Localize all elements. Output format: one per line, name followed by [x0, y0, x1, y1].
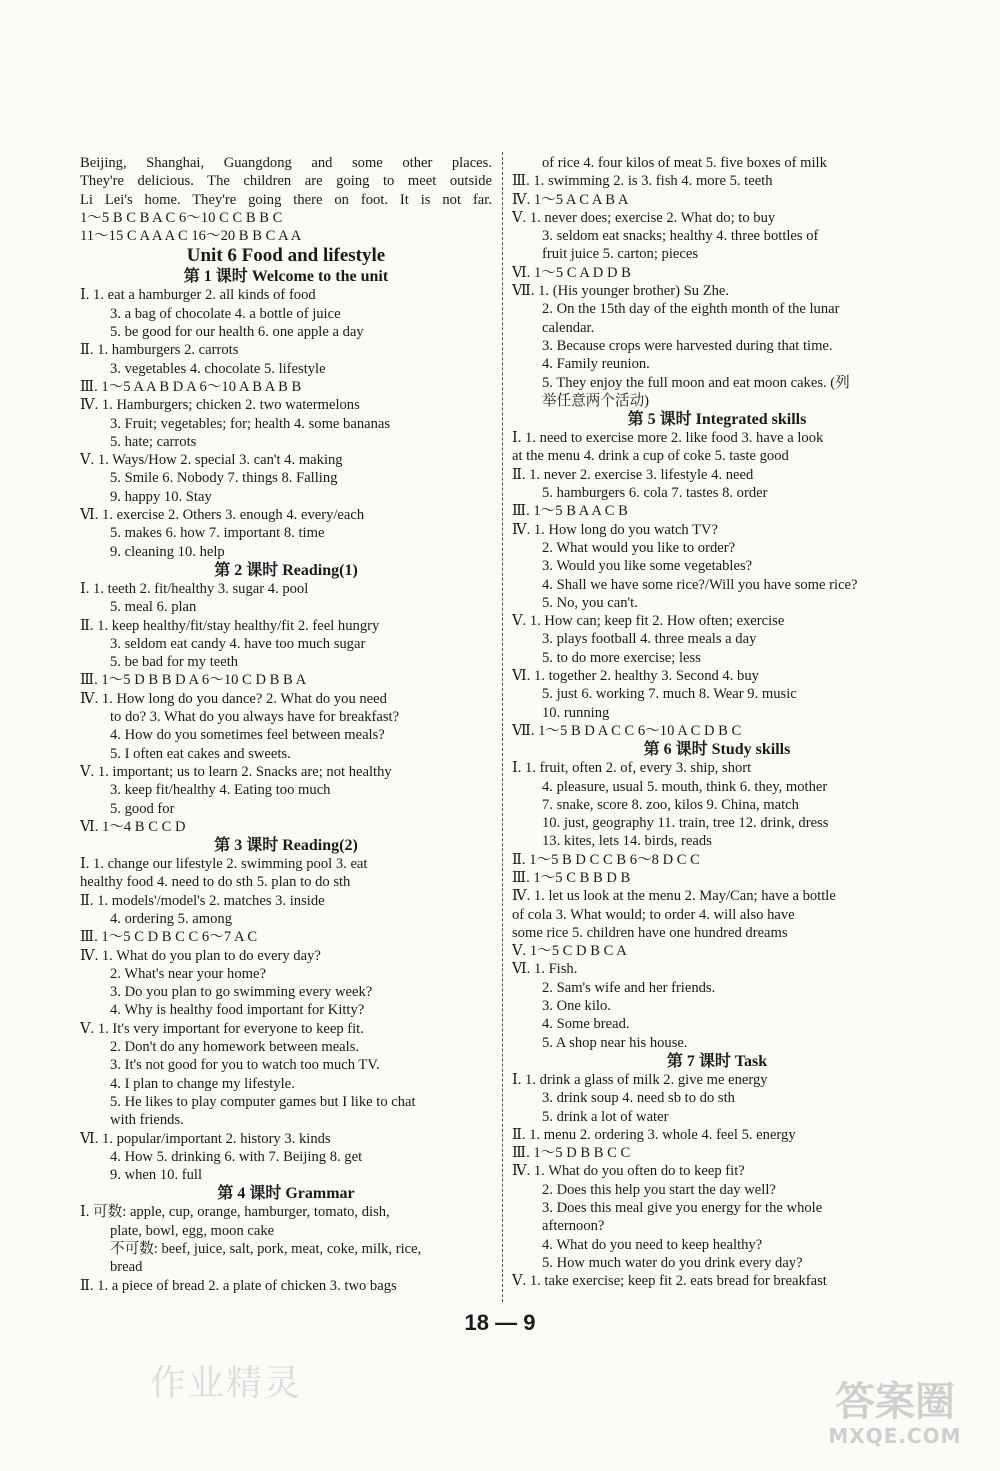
lesson-heading: 第 7 课时 Task	[666, 1052, 768, 1070]
answer-line: 4. How 5. drinking 6. with 7. Beijing 8. get	[110, 1148, 363, 1165]
answer-line: Ⅴ. 1～5 C D B C A	[512, 943, 627, 960]
lesson-heading: 第 4 课时 Grammar	[217, 1185, 355, 1203]
answer-line: Ⅲ. 1～5 D B B D A 6～10 C D B B A	[80, 672, 307, 689]
answer-line: Beijing, Shanghai, Guangdong and some other places.	[80, 155, 492, 171]
answer-line: 4. I plan to change my lifestyle.	[110, 1075, 295, 1092]
lesson-heading: 第 2 课时 Reading(1)	[214, 561, 358, 579]
answer-line: at the menu 4. drink a cup of coke 5. taste good	[512, 448, 789, 465]
answer-line: afternoon?	[542, 1218, 605, 1235]
answer-line: 5. They enjoy the full moon and eat moon cakes. (列	[542, 374, 850, 391]
answer-line: 5. How much water do you drink every day?	[542, 1254, 803, 1271]
answer-line: 3. Would you like some vegetables?	[542, 558, 753, 575]
answer-line: 3. keep fit/healthy 4. Eating too much	[110, 782, 331, 799]
answer-line: 2. What's near your home?	[110, 965, 266, 982]
answer-line: Ⅴ. 1. It's very important for everyone to keep fit.	[80, 1020, 364, 1037]
answer-line: 3. seldom eat candy 4. have too much sugar	[110, 635, 366, 652]
answer-line: Ⅰ. 1. need to exercise more 2. like food 3. have a look	[512, 430, 824, 447]
answer-line: 5. He likes to play computer games but I like to chat	[110, 1093, 416, 1110]
answer-line: 9. when 10. full	[110, 1167, 203, 1184]
answer-line: Ⅴ. 1. never does; exercise 2. What do; to buy	[512, 209, 776, 226]
answer-line: 5. just 6. working 7. much 8. Wear 9. music	[542, 686, 797, 703]
answer-line: They're delicious. The children are going to meet outside	[80, 173, 492, 190]
watermark-logo	[800, 1380, 990, 1448]
answer-line: Ⅳ. 1～5 A C A B A	[512, 191, 629, 208]
answer-line: 2. Don't do any homework between meals.	[110, 1039, 360, 1056]
right-column	[512, 154, 922, 1291]
answer-line: Ⅰ. 1. drink a glass of milk 2. give me energy	[512, 1071, 768, 1088]
answer-line: Ⅳ. 1. What do you often do to keep fit?	[512, 1163, 745, 1180]
answer-line: 2. Does this help you start the day well?	[542, 1181, 776, 1198]
answer-line: 5. hate; carrots	[110, 433, 197, 450]
answer-line: Ⅲ. 1～5 C B B D B	[512, 869, 631, 886]
answer-line: 3. a bag of chocolate 4. a bottle of juice	[110, 305, 341, 322]
answer-line: Ⅴ. 1. important; us to learn 2. Snacks are; not healthy	[80, 763, 392, 780]
answer-line: Ⅰ. 1. eat a hamburger 2. all kinds of food	[80, 287, 316, 304]
answer-line: Li Lei's home. They're going there on foot. It is not far.	[80, 191, 492, 208]
answer-line: 5. I often eat cakes and sweets.	[110, 745, 291, 762]
answer-line: Ⅳ. 1. let us look at the menu 2. May/Can; have a bottle	[512, 888, 836, 905]
answer-line: Ⅵ. 1～5 C A D D B	[512, 264, 631, 281]
left-column	[80, 154, 492, 1295]
answer-line: 5. Smile 6. Nobody 7. things 8. Falling	[110, 470, 338, 487]
answer-line: Ⅲ. 1～5 D B B C C	[512, 1145, 631, 1162]
page-number: 18 — 9	[464, 1310, 536, 1335]
answer-line: 5. No, you can't.	[542, 594, 638, 611]
answer-line: 4. Why is healthy food important for Kitty?	[110, 1002, 365, 1019]
answer-line: 4. What do you need to keep healthy?	[542, 1236, 763, 1253]
answer-line: 5. to do more exercise; less	[542, 649, 701, 666]
answer-line: 3. One kilo.	[542, 998, 611, 1015]
answer-line: Ⅶ. 1. (His younger brother) Su Zhe.	[512, 283, 730, 300]
answer-line: 5. good for	[110, 800, 175, 817]
answer-line: Ⅳ. 1. How long do you dance? 2. What do you need	[80, 690, 387, 707]
lesson-heading: 第 3 课时 Reading(2)	[214, 837, 358, 855]
answer-line: Ⅵ. 1～4 B C C D	[80, 818, 186, 835]
answer-line: Ⅳ. 1. Hamburgers; chicken 2. two watermelons	[80, 397, 360, 414]
answer-line: Ⅱ. 1. menu 2. ordering 3. whole 4. feel 5. energy	[512, 1126, 796, 1143]
answer-line: 举任意两个活动)	[542, 392, 650, 409]
answer-line: 5. drink a lot of water	[542, 1108, 669, 1125]
answer-line: plate, bowl, egg, moon cake	[110, 1222, 275, 1239]
answer-line: Ⅵ. 1. Fish.	[512, 961, 578, 978]
answer-line: Ⅵ. 1. exercise 2. Others 3. enough 4. every/each	[80, 507, 365, 524]
answer-line: Ⅱ. 1. models'/model's 2. matches 3. inside	[80, 892, 325, 909]
answer-line: 3. Do you plan to go swimming every week?	[110, 984, 373, 1001]
answer-line: 3. vegetables 4. chocolate 5. lifestyle	[110, 360, 326, 377]
answer-line: 7. snake, score 8. zoo, kilos 9. China, match	[542, 796, 799, 813]
answer-line: Ⅱ. 1～5 B D C C B 6～8 D C C	[512, 851, 700, 868]
answer-line: 1～5 B C B A C 6～10 C C B B C	[80, 209, 283, 226]
lesson-heading: 第 5 课时 Integrated skills	[627, 411, 807, 429]
answer-line: 9. happy 10. Stay	[110, 488, 212, 505]
answer-line: 2. On the 15th day of the eighth month of the lunar	[542, 301, 840, 318]
answer-line: 5. be good for our health 6. one apple a day	[110, 324, 364, 341]
answer-line: 3. plays football 4. three meals a day	[542, 631, 757, 648]
answer-line: 13. kites, lets 14. birds, reads	[542, 833, 712, 850]
answer-line: Ⅳ. 1. What do you plan to do every day?	[80, 947, 321, 964]
answer-line: fruit juice 5. carton; pieces	[542, 246, 699, 263]
answer-line: Ⅱ. 1. never 2. exercise 3. lifestyle 4. need	[512, 466, 754, 483]
answer-line: Ⅲ. 1～5 C D B C C 6～7 A C	[80, 929, 258, 946]
answer-line: with friends.	[110, 1112, 184, 1129]
watermark-logo-url: MXQE.COM	[828, 1424, 962, 1448]
answer-line: 4. Shall we have some rice?/Will you have some rice?	[542, 576, 858, 593]
answer-line: Ⅶ. 1～5 B D A C C 6～10 A C D B C	[512, 722, 742, 739]
answer-line: Ⅵ. 1. popular/important 2. history 3. kinds	[80, 1130, 331, 1147]
answer-line: 2. Sam's wife and her friends.	[542, 979, 716, 996]
answer-line: Ⅲ. 1. swimming 2. is 3. fish 4. more 5. teeth	[512, 173, 773, 190]
answer-line: 10. just, geography 11. train, tree 12. drink, dress	[542, 815, 829, 832]
column-divider	[502, 152, 504, 1302]
answer-line: 11～15 C A A A C 16～20 B B C A A	[80, 228, 302, 245]
answer-line: 2. What would you like to order?	[542, 539, 736, 556]
answer-line: some rice 5. children have one hundred dreams	[512, 924, 788, 941]
watermark-left: 作业精灵	[150, 1363, 303, 1404]
answer-line: 5. be bad for my teeth	[110, 654, 239, 671]
answer-line: of cola 3. What would; to order 4. will also have	[512, 906, 795, 923]
answer-line: Ⅵ. 1. together 2. healthy 3. Second 4. buy	[512, 668, 759, 685]
answer-line: 5. meal 6. plan	[110, 599, 197, 616]
answer-line: 3. Does this meal give you energy for the whole	[542, 1200, 823, 1217]
answer-line: Ⅲ. 1～5 A A B D A 6～10 A B A B B	[80, 378, 302, 395]
answer-line: 9. cleaning 10. help	[110, 543, 225, 560]
answer-line: 5. makes 6. how 7. important 8. time	[110, 525, 325, 542]
answer-line: 4. Family reunion.	[542, 356, 650, 373]
answer-line: Ⅰ. 1. teeth 2. fit/healthy 3. sugar 4. pool	[80, 580, 309, 597]
lesson-heading: 第 1 课时 Welcome to the unit	[183, 268, 389, 286]
answer-line: 4. How do you sometimes feel between meals?	[110, 727, 385, 744]
answer-line: Ⅰ. 可数: apple, cup, orange, hamburger, tomato, dish,	[80, 1204, 390, 1221]
answer-line: healthy food 4. need to do sth 5. plan to do sth	[80, 874, 351, 891]
unit-title: Unit 6 Food and lifestyle	[186, 245, 386, 267]
answer-line: calendar.	[542, 319, 595, 336]
answer-line: Ⅴ. 1. Ways/How 2. special 3. can't 4. making	[80, 452, 343, 469]
answer-line: Ⅱ. 1. keep healthy/fit/stay healthy/fit 2. feel hungry	[80, 617, 380, 634]
answer-line: Ⅴ. 1. take exercise; keep fit 2. eats bread for breakfast	[512, 1273, 827, 1290]
answer-line: Ⅴ. 1. How can; keep fit 2. How often; exercise	[512, 613, 785, 630]
answer-line: Ⅰ. 1. fruit, often 2. of, every 3. ship, short	[512, 760, 752, 777]
answer-line: 5. A shop near his house.	[542, 1034, 688, 1051]
answer-line: bread	[110, 1259, 143, 1276]
answer-line: 4. pleasure, usual 5. mouth, think 6. they, mother	[542, 778, 828, 795]
answer-line: 3. Fruit; vegetables; for; health 4. some bananas	[110, 415, 391, 432]
answer-line: Ⅰ. 1. change our lifestyle 2. swimming pool 3. eat	[80, 856, 368, 873]
answer-line: 4. ordering 5. among	[110, 910, 232, 927]
watermark-logo-text: 答案圈	[835, 1379, 955, 1425]
answer-line: 3. seldom eat snacks; healthy 4. three bottles of	[542, 228, 819, 245]
answer-line: of rice 4. four kilos of meat 5. five boxes of milk	[542, 155, 827, 171]
answer-line: 3. drink soup 4. need sb to do sth	[542, 1090, 735, 1107]
answer-line: 3. It's not good for you to watch too much TV.	[110, 1057, 380, 1074]
answer-line: 4. Some bread.	[542, 1016, 630, 1033]
answer-line: 10. running	[542, 704, 610, 721]
answer-line: Ⅱ. 1. a piece of bread 2. a plate of chicken 3. two bags	[80, 1277, 397, 1294]
answer-line: 5. hamburgers 6. cola 7. tastes 8. order	[542, 485, 768, 502]
answer-line: Ⅱ. 1. hamburgers 2. carrots	[80, 342, 239, 359]
answer-line: 不可数: beef, juice, salt, pork, meat, coke, milk, rice,	[110, 1241, 422, 1258]
answer-line: Ⅳ. 1. How long do you watch TV?	[512, 521, 719, 538]
lesson-heading: 第 6 课时 Study skills	[643, 741, 791, 759]
answer-line: to do? 3. What do you always have for breakfast?	[110, 709, 400, 726]
answer-line: 3. Because crops were harvested during that time.	[542, 337, 833, 354]
answer-line: Ⅲ. 1～5 B A A C B	[512, 503, 628, 520]
